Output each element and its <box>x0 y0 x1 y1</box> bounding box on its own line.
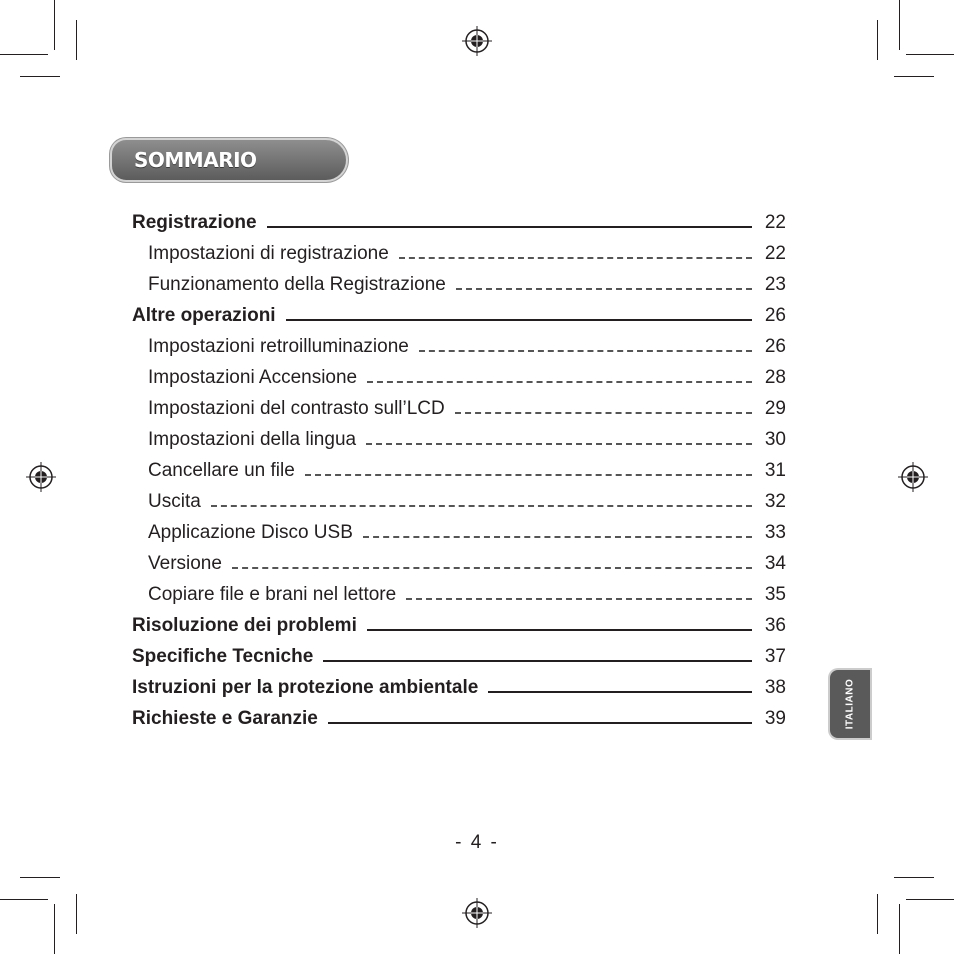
toc-entry-page: 29 <box>764 397 786 419</box>
leader-line <box>366 443 752 445</box>
toc-entry-title: Richieste e Garanzie <box>132 707 318 729</box>
leader-line <box>286 319 752 321</box>
toc-entry-page: 26 <box>764 335 786 357</box>
toc-entry-page: 32 <box>764 490 786 512</box>
toc-entry-title: Impostazioni di registrazione <box>148 242 389 264</box>
toc-entry-title: Cancellare un file <box>148 459 295 481</box>
toc-entry-page: 23 <box>764 273 786 295</box>
toc-subentry[interactable] <box>132 455 786 486</box>
page-number: - 4 - <box>455 832 499 853</box>
toc-entry-title: Istruzioni per la protezione ambientale <box>132 676 479 698</box>
toc-entry-title: Applicazione Disco USB <box>148 521 353 543</box>
language-tab <box>830 670 870 738</box>
toc-entry-title: Specifiche Tecniche <box>132 645 314 667</box>
toc-entry-page: 35 <box>764 583 786 605</box>
toc-entry-page: 26 <box>764 304 786 326</box>
leader-line <box>455 412 752 414</box>
toc-entry-title: Uscita <box>148 490 201 512</box>
toc-entry-page: 39 <box>764 707 786 729</box>
toc-subentry[interactable] <box>132 238 786 269</box>
leader-line <box>456 288 752 290</box>
toc-entry[interactable] <box>132 300 786 331</box>
toc-entry-title: Registrazione <box>132 211 257 233</box>
toc-subentry[interactable] <box>132 331 786 362</box>
toc-entry-title: Versione <box>148 552 222 574</box>
leader-line <box>367 629 752 631</box>
toc-entry-page: 37 <box>764 645 786 667</box>
registration-mark-icon <box>898 462 928 492</box>
leader-line <box>419 350 752 352</box>
leader-line <box>305 474 752 476</box>
leader-line <box>488 691 752 693</box>
toc-entry-page: 22 <box>764 211 786 233</box>
registration-mark-icon <box>462 26 492 56</box>
toc-entry-title: Impostazioni retroilluminazione <box>148 335 409 357</box>
toc-entry[interactable] <box>132 610 786 641</box>
toc-subentry[interactable] <box>132 393 786 424</box>
leader-line <box>363 536 752 538</box>
toc-entry[interactable] <box>132 207 786 238</box>
toc-entry-page: 30 <box>764 428 786 450</box>
toc-subentry[interactable] <box>132 579 786 610</box>
section-banner <box>112 140 346 180</box>
toc-entry-page: 34 <box>764 552 786 574</box>
toc-entry-title: Altre operazioni <box>132 304 276 326</box>
leader-line <box>399 257 752 259</box>
toc-entry[interactable] <box>132 703 786 734</box>
toc-entry-title: Risoluzione dei problemi <box>132 614 357 636</box>
leader-line <box>328 722 752 724</box>
toc-subentry[interactable] <box>132 362 786 393</box>
section-title: SOMMARIO <box>134 148 257 172</box>
language-label: ITALIANO <box>844 678 856 730</box>
toc-subentry[interactable] <box>132 269 786 300</box>
leader-line <box>232 567 752 569</box>
toc-entry-page: 36 <box>764 614 786 636</box>
toc-subentry[interactable] <box>132 424 786 455</box>
toc-entry[interactable] <box>132 672 786 703</box>
registration-mark-icon <box>462 898 492 928</box>
toc-entry-title: Impostazioni della lingua <box>148 428 357 450</box>
toc-subentry[interactable] <box>132 548 786 579</box>
leader-line <box>367 381 752 383</box>
leader-line <box>323 660 752 662</box>
toc-subentry[interactable] <box>132 517 786 548</box>
toc-entry-title: Impostazioni Accensione <box>148 366 358 388</box>
leader-line <box>211 505 752 507</box>
toc-entry-page: 38 <box>764 676 786 698</box>
toc-entry-title: Copiare file e brani nel lettore <box>148 583 397 605</box>
toc-entry-title: Impostazioni del contrasto sull’LCD <box>148 397 445 419</box>
toc-entry-page: 22 <box>764 242 786 264</box>
registration-mark-icon <box>26 462 56 492</box>
toc-entry[interactable] <box>132 641 786 672</box>
toc-entry-page: 33 <box>764 521 786 543</box>
toc-subentry[interactable] <box>132 486 786 517</box>
leader-line <box>406 598 752 600</box>
toc-entry-page: 31 <box>764 459 786 481</box>
table-of-contents <box>132 207 786 734</box>
toc-entry-title: Funzionamento della Registrazione <box>148 273 446 295</box>
leader-line <box>267 226 752 228</box>
toc-entry-page: 28 <box>764 366 786 388</box>
